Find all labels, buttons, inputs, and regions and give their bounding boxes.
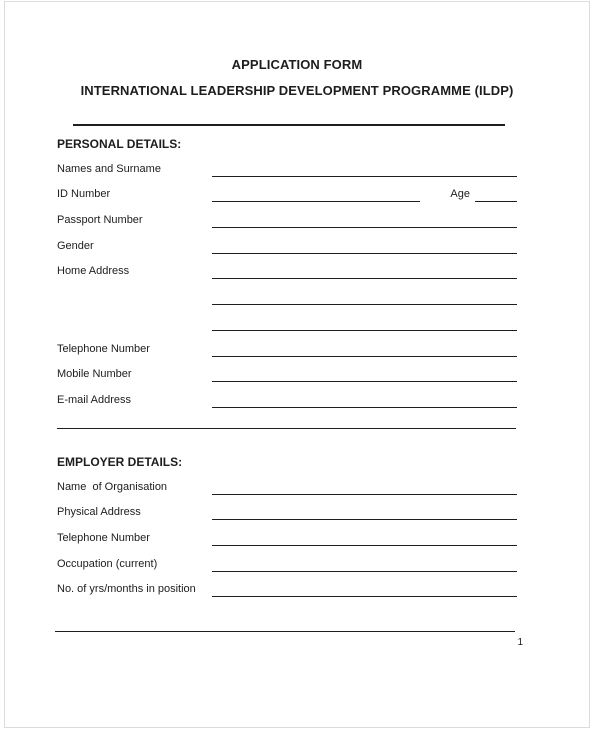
employer-telephone-field-line[interactable] (212, 544, 517, 546)
field-row-physical-address (57, 495, 517, 521)
field-row-years-in-position (57, 572, 517, 598)
footer-rule (55, 631, 515, 632)
telephone-number-field-line[interactable] (212, 355, 517, 357)
mobile-number-field-line[interactable] (212, 380, 517, 382)
age-label: Age (450, 188, 470, 201)
passport-number-field-line[interactable] (212, 226, 517, 228)
field-row-employer-telephone (57, 520, 517, 546)
field-row-names-surname (57, 151, 517, 177)
gender-field-line[interactable] (212, 252, 517, 254)
years-in-position-label: No. of yrs/months in position (57, 583, 196, 596)
form-title: APPLICATION FORM (231, 57, 363, 72)
field-row-mobile-number (57, 357, 517, 383)
home-address-label: Home Address (57, 265, 130, 278)
names-surname-label: Names and Surname (57, 162, 161, 175)
field-row-telephone-number (57, 331, 517, 357)
id-number-label: ID Number (57, 188, 111, 201)
form-page (4, 1, 590, 728)
mobile-number-label: Mobile Number (57, 368, 132, 381)
names-surname-field-line[interactable] (212, 175, 517, 177)
header-rule (73, 124, 505, 126)
id-number-field-line[interactable] (212, 200, 420, 202)
employer-details-heading: EMPLOYER DETAILS: (57, 454, 183, 469)
email-address-field-line[interactable] (212, 406, 517, 408)
blank-label (57, 330, 212, 331)
home-address-field-line[interactable] (212, 277, 517, 279)
physical-address-label: Physical Address (57, 506, 141, 519)
years-in-position-field-line[interactable] (212, 595, 517, 597)
age-field-line[interactable] (475, 200, 517, 202)
field-row-home-address-cont-2 (57, 305, 517, 331)
section-separator (57, 428, 516, 429)
organisation-name-field-line[interactable] (212, 493, 517, 495)
field-row-home-address (57, 254, 517, 280)
physical-address-field-line[interactable] (212, 518, 517, 520)
blank-label (57, 304, 212, 305)
form-subtitle: INTERNATIONAL LEADERSHIP DEVELOPMENT PROGRAMME (ILDP) (80, 83, 514, 98)
page-number: 1 (517, 637, 523, 649)
field-row-id-number (57, 177, 517, 203)
telephone-number-label: Telephone Number (57, 342, 150, 355)
employer-telephone-label: Telephone Number (57, 531, 150, 544)
field-row-home-address-cont-1 (57, 279, 517, 305)
age-field-group (450, 188, 517, 202)
occupation-label: Occupation (current) (57, 557, 158, 570)
personal-details-heading: PERSONAL DETAILS: (57, 137, 182, 151)
field-row-occupation (57, 546, 517, 572)
field-row-organisation-name (57, 469, 517, 495)
home-address-field-line-3[interactable] (212, 329, 517, 331)
field-row-passport-number (57, 202, 517, 228)
passport-number-label: Passport Number (57, 214, 143, 227)
gender-label: Gender (57, 239, 94, 252)
field-row-gender (57, 228, 517, 254)
home-address-field-line-2[interactable] (212, 303, 517, 305)
field-row-email-address (57, 382, 517, 408)
organisation-name-label: Name of Organisation (57, 480, 168, 493)
occupation-field-line[interactable] (212, 570, 517, 572)
email-address-label: E-mail Address (57, 393, 131, 406)
